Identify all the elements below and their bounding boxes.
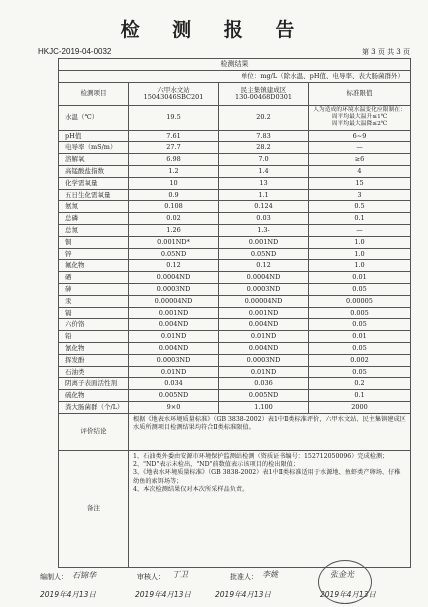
compiler-signature: 石锦华	[72, 571, 96, 580]
row-label: 六价铬	[59, 319, 129, 331]
row-standard: 0.002	[309, 354, 411, 366]
table-row	[59, 165, 411, 177]
reviewer-signature: 丁卫	[172, 570, 188, 579]
reviewer-label: 审核人：	[137, 573, 165, 581]
row-value-site-1: 0.001ND*	[129, 236, 219, 248]
table-row	[59, 142, 411, 154]
row-label: 硒	[59, 272, 129, 284]
row-value-site-1: 0.108	[129, 201, 219, 213]
water-temp-standard	[309, 105, 411, 130]
row-standard: ≥6	[309, 154, 411, 166]
evaluation-label: 评价结论	[59, 413, 129, 450]
row-value-site-2: 0.03	[219, 213, 309, 225]
row-value-site-2: 0.001ND	[219, 236, 309, 248]
site-1-name: 六甲水文站	[157, 85, 190, 94]
report-title: 检 测 报 告	[120, 19, 308, 41]
row-value-site-1: 0.01ND	[129, 331, 219, 343]
row-label: 砷	[59, 283, 129, 295]
row-label: 高锰酸盐指数	[59, 165, 129, 177]
row-value-site-1: 10	[129, 177, 219, 189]
site-1-code: 15043046SBC201	[143, 92, 204, 101]
row-label: 镉	[59, 307, 129, 319]
table-row	[59, 213, 411, 225]
table-row	[59, 319, 411, 331]
row-label: 粪大肠菌群（个/L）	[59, 401, 129, 413]
row-standard: 15	[309, 177, 411, 189]
date-approver: 2019年4月13日	[215, 590, 271, 599]
table-row	[59, 390, 411, 402]
row-value-site-1: 0.004ND	[129, 342, 219, 354]
table-row	[59, 295, 411, 307]
row-standard: 0.05	[309, 342, 411, 354]
row-label: 挥发酚	[59, 354, 129, 366]
row-label: 氰化物	[59, 342, 129, 354]
row-value-site-1: 0.0003ND	[129, 283, 219, 295]
remark-line: 4、本次检测结果仅对本次所采样品负责。	[133, 486, 249, 494]
row-value-site-2: 13	[219, 177, 309, 189]
row-value-site-1: 0.0003ND	[129, 354, 219, 366]
row-value-site-1: 6.98	[129, 154, 219, 166]
row-value-site-1: 0.01ND	[129, 366, 219, 378]
row-value-site-2: 0.124	[219, 201, 309, 213]
header-item: 检测项目	[59, 82, 129, 105]
table-row	[59, 130, 411, 142]
report-number: HKJC-2019-04-0032	[38, 47, 112, 56]
row-label: pH值	[59, 130, 129, 142]
row-value-site-2: 0.0003ND	[219, 283, 309, 295]
row-standard: 0.00005	[309, 295, 411, 307]
date-compiler: 2019年4月13日	[40, 590, 96, 599]
row-value-site-2: 7.83	[219, 130, 309, 142]
site-2-name: 民主集镇建成区	[240, 85, 287, 94]
row-label: 汞	[59, 295, 129, 307]
row-label: 铅	[59, 331, 129, 343]
row-label: 溶解氧	[59, 154, 129, 166]
row-value-site-2: 0.01ND	[219, 366, 309, 378]
row-value-site-1: 0.005ND	[129, 390, 219, 402]
table-row	[59, 154, 411, 166]
row-value-site-2: 0.005ND	[219, 390, 309, 402]
row-value-site-2: 1.1	[219, 189, 309, 201]
row-value-site-2: 0.00004ND	[219, 295, 309, 307]
row-value-site-2: 0.0003ND	[219, 354, 309, 366]
seal-stamp-icon	[318, 560, 372, 604]
remarks-text	[129, 450, 411, 567]
row-value-site-2: 0.12	[219, 260, 309, 272]
unit-note: 单位：mg/L（除水温、pH值、电导率、表大肠菌群外）	[59, 70, 411, 82]
row-standard: 0.5	[309, 201, 411, 213]
header-site-2	[219, 82, 309, 105]
row-standard: 1.0	[309, 260, 411, 272]
row-standard: 4	[309, 165, 411, 177]
row-value-site-2: 0.001ND	[219, 307, 309, 319]
approver-signature: 李姚	[262, 570, 278, 579]
table-row	[59, 224, 411, 236]
row-value-site-2: 1.3-	[219, 224, 309, 236]
table-row	[59, 342, 411, 354]
table-row	[59, 354, 411, 366]
row-value-site-2: 0.004ND	[219, 319, 309, 331]
water-temp-label: 水温（℃）	[59, 105, 129, 130]
row-value-site-1: 1.2	[129, 165, 219, 177]
row-value-site-1: 0.001ND	[129, 307, 219, 319]
fourth-signature: 张金光	[330, 570, 354, 579]
row-value-site-2: 1.4	[219, 165, 309, 177]
row-value-site-1: 0.12	[129, 260, 219, 272]
evaluation-text: 根据《地表水环境质量标准》（GB 3838-2002）表1中Ⅱ类标准评价，六甲水文站、民主集镇建成区水质所测项目检测结果均符合Ⅱ类标准限值。	[129, 413, 411, 450]
row-standard: 0.01	[309, 272, 411, 284]
row-standard: 3	[309, 189, 411, 201]
table-row	[59, 272, 411, 284]
row-value-site-2: 7.0	[219, 154, 309, 166]
table-row	[59, 177, 411, 189]
row-value-site-1: 27.7	[129, 142, 219, 154]
row-label: 氟化物	[59, 260, 129, 272]
header-site-1	[129, 82, 219, 105]
row-standard: —	[309, 224, 411, 236]
row-standard: 0.05	[309, 283, 411, 295]
table-row	[59, 248, 411, 260]
row-value-site-1: 0.05ND	[129, 248, 219, 260]
row-label: 阴离子表面活性剂	[59, 378, 129, 390]
row-standard: 0.05	[309, 366, 411, 378]
row-value-site-2: 0.05ND	[219, 248, 309, 260]
remarks-label: 备注	[59, 450, 129, 567]
row-value-site-1: 1.26	[129, 224, 219, 236]
row-label: 铜	[59, 236, 129, 248]
row-label: 五日生化需氧量	[59, 189, 129, 201]
row-standard: 1.0	[309, 248, 411, 260]
table-row	[59, 307, 411, 319]
row-standard: 0.1	[309, 213, 411, 225]
table-row	[59, 401, 411, 413]
row-label: 电导率（mS/m）	[59, 142, 129, 154]
row-value-site-1: 9×0	[129, 401, 219, 413]
remark-line: 1、石油类外委由安源市环境保护监测站检测（资质证书编号：152712050096）完成检测；	[133, 452, 389, 460]
row-value-site-1: 0.034	[129, 378, 219, 390]
date-fourth: 2019年4月13日	[320, 590, 376, 599]
table-row	[59, 331, 411, 343]
row-label: 总氮	[59, 224, 129, 236]
table-row	[59, 189, 411, 201]
table-row	[59, 260, 411, 272]
approver-label: 批准人：	[230, 573, 258, 581]
water-temp-site-1: 19.5	[129, 105, 219, 130]
row-value-site-2: 0.0004ND	[219, 272, 309, 284]
row-label: 总磷	[59, 213, 129, 225]
compiler-label: 编制人：	[40, 573, 68, 581]
header-standard: 标准限值	[309, 82, 411, 105]
water-temp-std-line: 人为造成的环境水温变化应限制在：	[313, 107, 406, 114]
row-value-site-1: 0.0004ND	[129, 272, 219, 284]
page-indicator: 第 3 页 共 3 页	[361, 48, 410, 56]
row-label: 硫化物	[59, 390, 129, 402]
row-value-site-1: 0.02	[129, 213, 219, 225]
row-value-site-2: 28.2	[219, 142, 309, 154]
table-row	[59, 378, 411, 390]
row-value-site-2: 0.004ND	[219, 342, 309, 354]
results-table	[58, 58, 411, 568]
row-standard: 0.1	[309, 390, 411, 402]
remark-line: 3、《地表水环境质量标准》（GB 3838-2002）表1中Ⅱ类标准适用于水源地、鱼虾类产卵场、仔稚幼鱼的索饵场等；	[133, 469, 401, 485]
table-row	[59, 283, 411, 295]
section-title: 检测结果	[59, 59, 411, 71]
row-label: 石油类	[59, 366, 129, 378]
row-standard: 0.01	[309, 331, 411, 343]
water-temp-std-line: 周平均最大温降≤2℃	[331, 121, 388, 128]
row-value-site-2: 0.036	[219, 378, 309, 390]
row-standard: —	[309, 142, 411, 154]
row-value-site-2: 0.01ND	[219, 331, 309, 343]
row-standard: 0.2	[309, 378, 411, 390]
table-row	[59, 201, 411, 213]
row-standard: 6~9	[309, 130, 411, 142]
date-reviewer: 2019年4月13日	[135, 590, 191, 599]
row-value-site-2: 1.100	[219, 401, 309, 413]
row-standard: 0.05	[309, 319, 411, 331]
row-standard: 1.0	[309, 236, 411, 248]
row-value-site-1: 7.61	[129, 130, 219, 142]
table-row	[59, 236, 411, 248]
site-2-code: 130-00468D0301	[234, 92, 293, 101]
row-value-site-1: 0.004ND	[129, 319, 219, 331]
row-value-site-1: 0.00004ND	[129, 295, 219, 307]
row-standard: 2000	[309, 401, 411, 413]
row-value-site-1: 0.9	[129, 189, 219, 201]
water-temp-std-line: 周平均最大温升≤1℃	[331, 114, 388, 121]
row-label: 锌	[59, 248, 129, 260]
row-label: 氨氮	[59, 201, 129, 213]
row-label: 化学需氧量	[59, 177, 129, 189]
remark-line: 2、"ND"表示未检出，"ND"前数值表示该项目的检出限值；	[133, 461, 300, 469]
row-standard: 0.005	[309, 307, 411, 319]
table-row	[59, 366, 411, 378]
water-temp-site-2: 20.2	[219, 105, 309, 130]
